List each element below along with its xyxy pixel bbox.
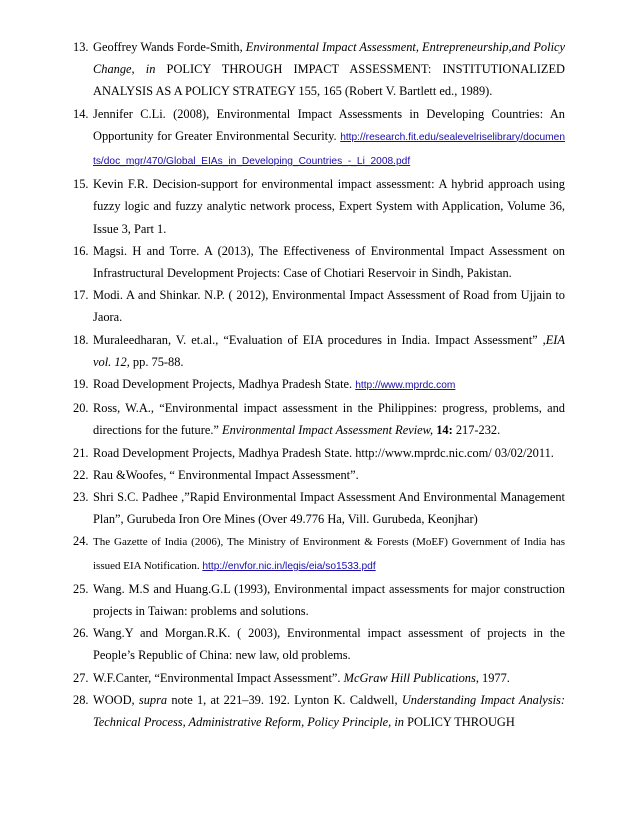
reference-item — [73, 689, 565, 733]
reference-item — [73, 36, 565, 103]
reference-number: 17. — [73, 288, 89, 303]
reference-text: note 1, at 221–39. 192. Lynton K. Caldwell, — [167, 692, 402, 707]
reference-text: Road Development Projects, Madhya Pradesh State. — [93, 377, 356, 392]
reference-text: W.F.Canter, “Environmental Impact Assessment”. — [93, 670, 344, 685]
reference-text: Wang. M.S and Huang.G.L (1993), Environmental impact assessments for major construction projects in Taiwan: problems and solutions. — [93, 581, 565, 619]
reference-number: 25. — [73, 581, 89, 596]
reference-text: pp. 75-88. — [129, 354, 184, 369]
reference-text: Shri S.C. Padhee ,”Rapid Environmental Impact Assessment And Environmental Management Plan”, Gurubeda Iron Ore Mines (Over 49.776 Ha, Vill. Gurubeda, Keonjhar) — [93, 490, 565, 527]
reference-number: 13. — [73, 40, 89, 54]
reference-item — [73, 397, 565, 441]
reference-item — [73, 486, 565, 530]
reference-link[interactable]: http://www.mprdc.com — [355, 380, 456, 392]
reference-text: 217-232. — [452, 423, 501, 438]
reference-text: Magsi. H and Torre. A (2013), The Effectiveness of Environmental Impact Assessment on Infrastructural Development Projects: Case of Chotiari Reservoir in Sindh, Pakistan. — [93, 243, 565, 281]
reference-number: 20. — [73, 401, 89, 416]
reference-number: 19. — [73, 377, 89, 392]
reference-text: , — [131, 62, 146, 77]
reference-publisher: McGraw Hill Publications — [343, 670, 476, 685]
reference-text: Muraleedharan, V. et.al., “Evaluation of EIA procedures in India. Impact Assessment” , — [93, 332, 546, 347]
reference-item — [73, 464, 565, 486]
reference-journal: EIA vol. 12, — [93, 332, 565, 369]
reference-item — [73, 622, 565, 666]
reference-number: 26. — [73, 626, 89, 641]
reference-number: 28. — [73, 692, 89, 707]
reference-item — [73, 329, 565, 373]
reference-item — [73, 103, 565, 174]
reference-text: Geoffrey Wands Forde-Smith, — [93, 40, 246, 54]
reference-journal: Environmental Impact Assessment Review, — [222, 423, 434, 438]
reference-item — [73, 173, 565, 240]
reference-number: 18. — [73, 332, 89, 347]
reference-text: Rau &Woofes, “ Environmental Impact Assessment”. — [93, 467, 359, 482]
reference-title: Understanding Impact Analysis: Technical Process, Administrative Reform, Policy Principle, in — [93, 692, 565, 730]
reference-text: , 1977. — [475, 670, 510, 685]
reference-text: Ross, W.A., “Environmental impact assessment in the Philippines: progress, problems, and directions for the future.” — [93, 401, 565, 438]
reference-list — [73, 36, 565, 733]
reference-item — [73, 530, 565, 577]
reference-item — [73, 667, 565, 689]
reference-text: Road Development Projects, Madhya Pradesh State. http://www.mprdc.nic.com/ 03/02/2011. — [93, 445, 554, 460]
reference-number: 21. — [73, 445, 89, 460]
reference-text: The Gazette of India (2006), The Ministry of Environment & Forests (MoEF) Government of India has issued EIA Notification. — [93, 536, 565, 572]
reference-text: Wang.Y and Morgan.R.K. ( 2003), Environmental impact assessment of projects in the People’s Republic of China: new law, old problems. — [93, 626, 565, 663]
reference-text: Modi. A and Shinkar. N.P. ( 2012), Environmental Impact Assessment of Road from Ujjain to Jaora. — [93, 288, 565, 325]
reference-in: in — [145, 62, 156, 77]
reference-link[interactable]: http://envfor.nic.in/legis/eia/so1533.pdf — [202, 560, 376, 572]
reference-number: 16. — [73, 243, 89, 258]
reference-title: Environmental Impact Assessment, Entrepreneurship,and Policy Change — [93, 40, 566, 77]
reference-text: Kevin F.R. Decision-support for environmental impact assessment: A hybrid approach using fuzzy logic and fuzzy analytic network process, Expert System with Application, Volume 36, Issue 3, Part 1. — [93, 177, 565, 236]
reference-text: POLICY THROUGH IMPACT ASSESSMENT: INSTITUTIONALIZED ANALYSIS AS A POLICY STRATEGY 155, 165 (Robert V. Bartlett ed., 1989). — [93, 62, 565, 99]
reference-item — [73, 578, 565, 622]
reference-number: 24. — [73, 534, 89, 549]
reference-text: WOOD, — [93, 692, 139, 707]
reference-supra: supra — [138, 692, 168, 707]
reference-number: 14. — [73, 106, 89, 121]
reference-item — [73, 373, 565, 397]
reference-number: 22. — [73, 467, 89, 482]
reference-item — [73, 442, 565, 464]
reference-text: Jennifer C.Li. (2008), Environmental Impact Assessments in Developing Countries: An Opportunity for Greater Environmental Security. — [93, 106, 565, 143]
reference-text: POLICY THROUGH — [403, 715, 515, 730]
reference-volume: 14: — [436, 423, 453, 438]
reference-link[interactable]: http://research.fit.edu/sealevelriselibrary/documents/doc_mgr/470/Global_EIAs_in_Developing_Countries_-_Li_2008.pdf — [93, 131, 565, 168]
reference-number: 27. — [73, 670, 89, 685]
reference-number: 15. — [73, 177, 89, 192]
reference-number: 23. — [73, 490, 89, 505]
reference-item — [73, 284, 565, 328]
reference-item — [73, 240, 565, 284]
